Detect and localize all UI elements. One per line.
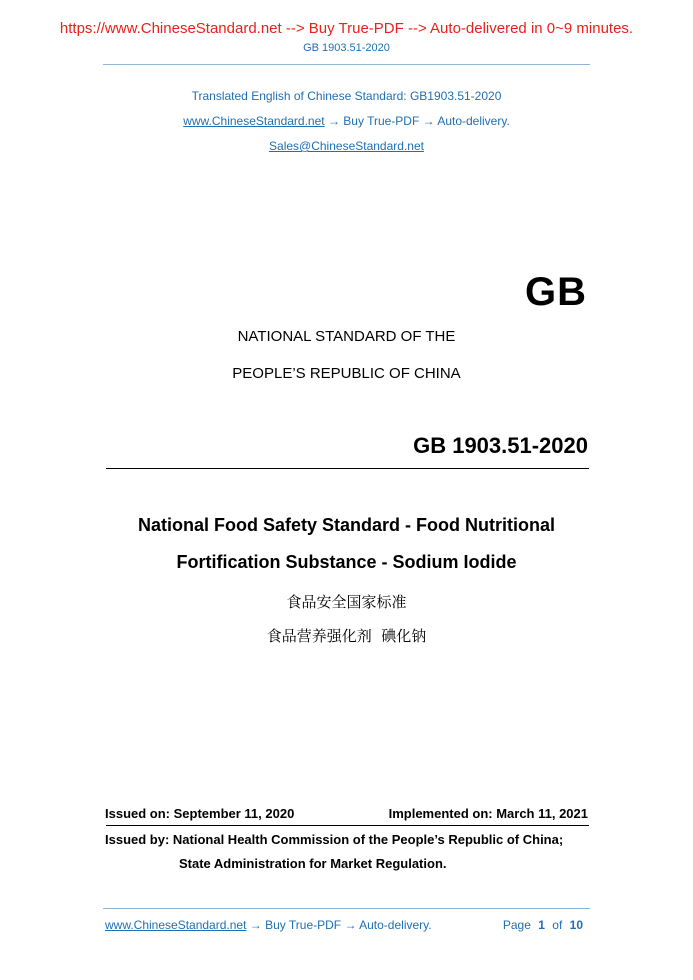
title-line-1: National Food Safety Standard - Food Nutritional xyxy=(138,515,555,535)
footer-site-line xyxy=(105,918,432,932)
chinese-title-2: 食品营养强化剂 碘化钠 xyxy=(266,627,427,645)
national-line-1: NATIONAL STANDARD OF THE xyxy=(237,328,456,345)
issued-by-line-2: State Administration for Market Regulation. xyxy=(179,856,447,871)
translated-line: Translated English of Chinese Standard: GB1903.51-2020 xyxy=(191,89,502,103)
issued-by-line-1: Issued by: National Health Commission of the People’s Republic of China; xyxy=(105,832,564,847)
footer-divider xyxy=(103,908,590,909)
email-link[interactable]: Sales@ChineseStandard.net xyxy=(269,139,424,153)
page-current: 1 xyxy=(538,918,545,932)
standard-number-rule xyxy=(106,468,589,469)
site-link[interactable]: www.ChineseStandard.net xyxy=(183,114,325,128)
issue-info-rule xyxy=(106,825,589,826)
page-indicator xyxy=(503,918,583,932)
page-total: 10 xyxy=(569,918,583,932)
site-suffix: → Buy True-PDF → Auto-delivery. xyxy=(327,114,510,128)
national-line-2: PEOPLE’S REPUBLIC OF CHINA xyxy=(232,365,461,382)
header-code: GB 1903.51-2020 xyxy=(303,42,390,54)
chinese-title-1: 食品安全国家标准 xyxy=(286,593,407,611)
page-label: Page xyxy=(502,918,531,932)
page-of: of xyxy=(552,918,563,932)
site-line xyxy=(0,114,693,128)
footer-site-suffix: → Buy True-PDF → Auto-delivery. xyxy=(249,918,432,932)
issued-on: Issued on: September 11, 2020 xyxy=(105,806,295,821)
header-divider xyxy=(103,64,590,65)
title-line-2: Fortification Substance - Sodium Iodide xyxy=(176,552,517,572)
implemented-on: Implemented on: March 11, 2021 xyxy=(388,806,588,821)
gb-logo: GB xyxy=(525,270,587,314)
standard-number: GB 1903.51-2020 xyxy=(413,433,588,458)
top-banner[interactable]: https://www.ChineseStandard.net --> Buy True-PDF --> Auto-delivered in 0~9 minutes. xyxy=(59,20,634,37)
email-line xyxy=(0,139,693,153)
footer-site-link[interactable]: www.ChineseStandard.net xyxy=(105,918,247,932)
